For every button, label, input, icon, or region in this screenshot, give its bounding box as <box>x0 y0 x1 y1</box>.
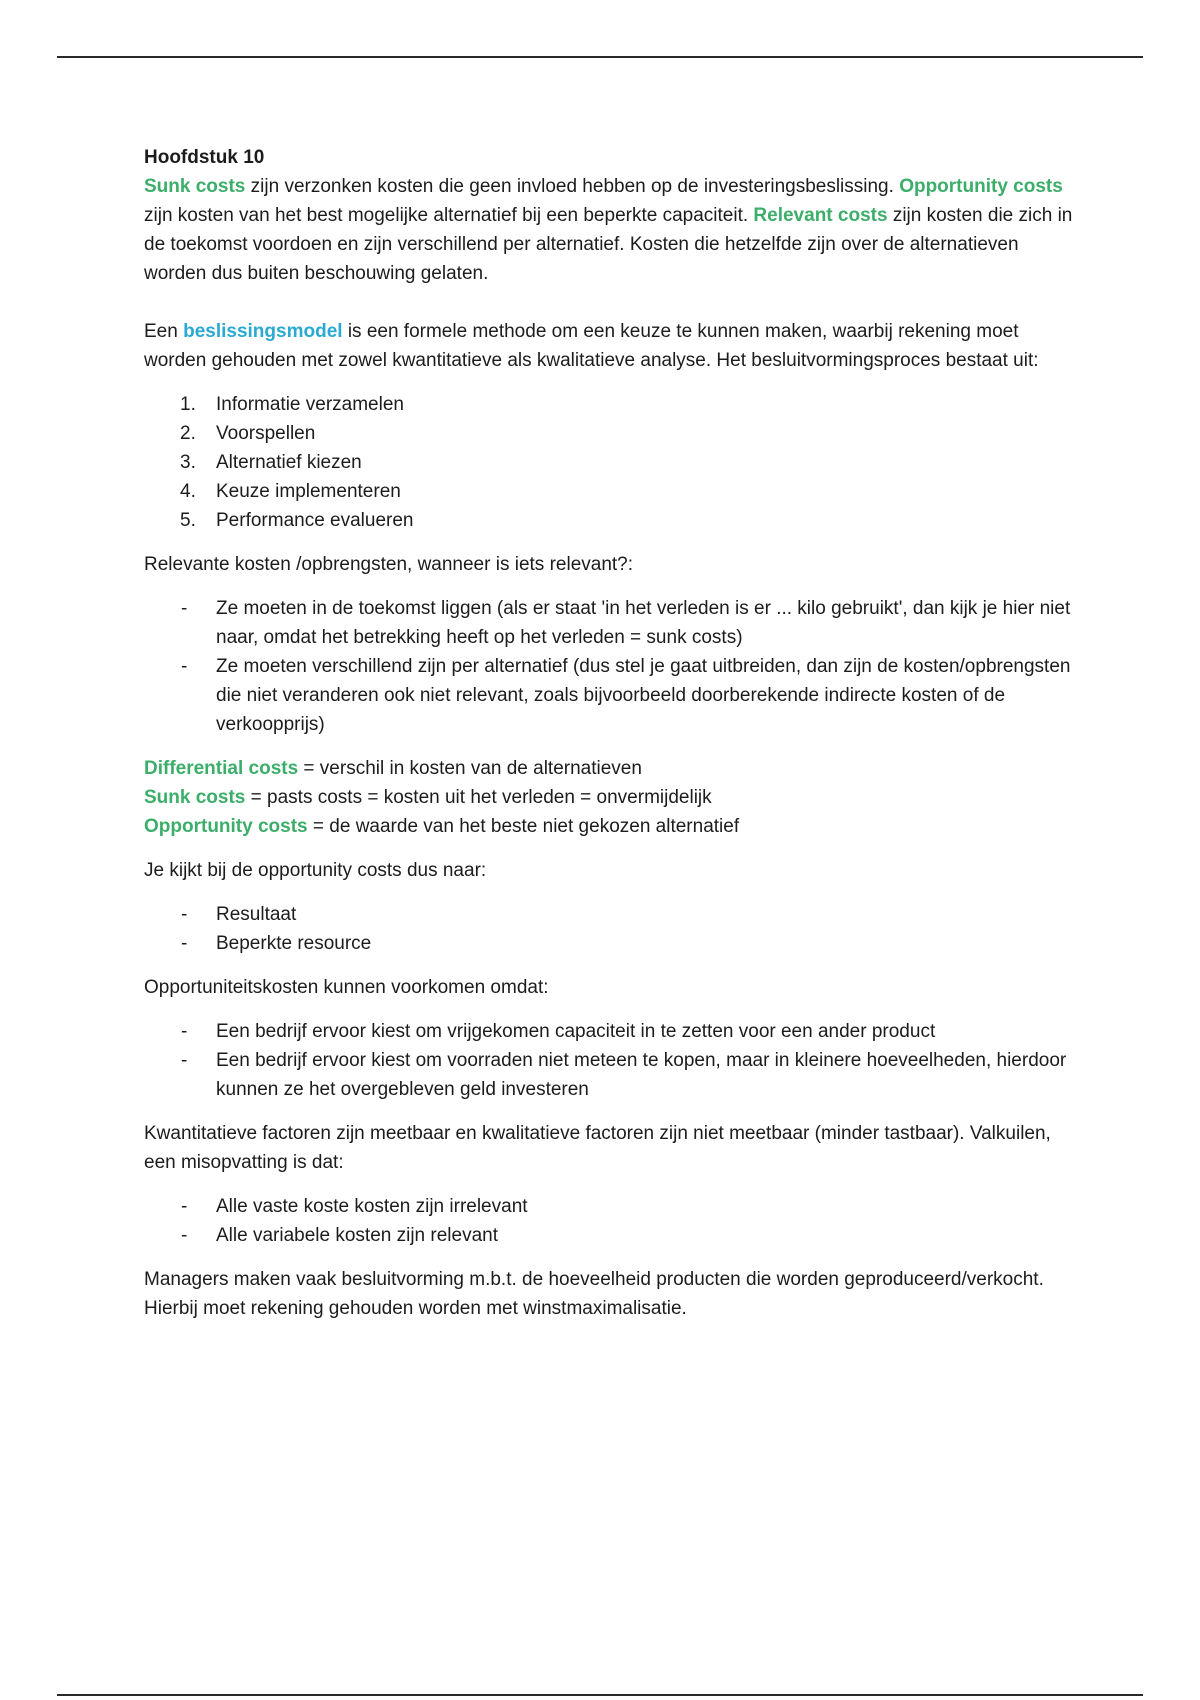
list-item <box>144 1221 1074 1250</box>
term-opportunity-costs-def: Opportunity costs <box>144 816 308 837</box>
list-number: 4. <box>180 481 196 502</box>
list-item <box>144 390 1074 419</box>
dash-bullet: - <box>181 1050 188 1071</box>
list-item <box>144 652 1074 739</box>
term-beslissingsmodel: beslissingsmodel <box>183 321 343 342</box>
definition-text: = pasts costs = kosten uit het verleden = onvermijdelijk <box>245 787 712 808</box>
list-number: 5. <box>180 510 196 531</box>
list-text: Resultaat <box>216 904 297 925</box>
list-text: Een bedrijf ervoor kiest om vrijgekomen capaciteit in te zetten voor een ander product <box>216 1021 936 1042</box>
list-number: 2. <box>180 423 196 444</box>
list-text: Alternatief kiezen <box>216 452 362 473</box>
term-differential-costs: Differential costs <box>144 758 299 779</box>
dash-bullet: - <box>181 933 188 954</box>
paragraph-cost-types <box>144 172 1074 288</box>
opportunity-list <box>144 900 1074 958</box>
list-text: Alle variabele kosten zijn relevant <box>216 1225 498 1246</box>
list-item <box>144 929 1074 958</box>
term-sunk-costs: Sunk costs <box>144 176 246 197</box>
para1-text-2: zijn kosten van het best mogelijke alternatief bij een beperkte capaciteit. <box>144 205 754 226</box>
chapter-heading: Hoofdstuk 10 <box>144 147 265 168</box>
dash-bullet: - <box>181 598 188 619</box>
dash-bullet: - <box>181 1021 188 1042</box>
decision-steps-list <box>144 390 1074 535</box>
list-number: 1. <box>180 394 196 415</box>
list-item <box>144 477 1074 506</box>
dash-bullet: - <box>181 1225 188 1246</box>
footer-rule <box>57 1694 1143 1696</box>
list-item <box>144 419 1074 448</box>
header-rule <box>57 56 1143 58</box>
opportuniteits-intro: Opportuniteitskosten kunnen voorkomen omdat: <box>144 977 549 998</box>
list-item <box>144 1017 1074 1046</box>
definition-differential <box>144 754 1074 783</box>
list-text: Informatie verzamelen <box>216 394 404 415</box>
definition-text: = de waarde van het beste niet gekozen alternatief <box>307 816 740 837</box>
para1-text-3: zijn kosten die zich in de toekomst voordoen en zijn verschillend per alternatief. Kosten die hetzelfde zijn over de alternatieven worden dus buiten beschouwing gelaten. <box>144 205 1073 284</box>
list-text: Alle vaste koste kosten zijn irrelevant <box>216 1196 528 1217</box>
term-opportunity-costs: Opportunity costs <box>899 176 1063 197</box>
list-item <box>144 448 1074 477</box>
list-text: Voorspellen <box>216 423 316 444</box>
relevant-intro: Relevante kosten /opbrengsten, wanneer is iets relevant?: <box>144 554 634 575</box>
relevant-criteria-list <box>144 594 1074 739</box>
list-number: 3. <box>180 452 196 473</box>
term-relevant-costs: Relevant costs <box>753 205 888 226</box>
dash-bullet: - <box>181 904 188 925</box>
list-item <box>144 1046 1074 1104</box>
opportunity-intro: Je kijkt bij de opportunity costs dus naar: <box>144 860 487 881</box>
list-item <box>144 594 1074 652</box>
definition-sunk <box>144 783 1074 812</box>
para2-text-1: Een <box>144 321 184 342</box>
definition-opportunity <box>144 812 1074 841</box>
paragraph-decision-model <box>144 317 1074 375</box>
list-item <box>144 900 1074 929</box>
definition-text: = verschil in kosten van de alternatieven <box>298 758 642 779</box>
list-item <box>144 506 1074 535</box>
list-text: Keuze implementeren <box>216 481 401 502</box>
opportuniteits-list <box>144 1017 1074 1104</box>
paragraph-factors: Kwantitatieve factoren zijn meetbaar en kwalitatieve factoren zijn niet meetbaar (minder tastbaar). Valkuilen, een misopvatting is dat: <box>144 1123 1051 1173</box>
para1-text-1: zijn verzonken kosten die geen invloed hebben op de investeringsbeslissing. <box>245 176 900 197</box>
valkuilen-list <box>144 1192 1074 1250</box>
list-text: Een bedrijf ervoor kiest om voorraden niet meteen te kopen, maar in kleinere hoeveelheden, hierdoor kunnen ze het overgebleven geld investeren <box>216 1050 1067 1100</box>
list-text: Performance evalueren <box>216 510 414 531</box>
document-body <box>144 143 1074 1323</box>
dash-bullet: - <box>181 656 188 677</box>
list-text: Ze moeten in de toekomst liggen (als er staat 'in het verleden is er ... kilo gebruikt', dan kijk je hier niet naar, omdat het betrekking heeft op het verleden = sunk costs) <box>216 598 1071 648</box>
para2-text-2: is een formele methode om een keuze te kunnen maken, waarbij rekening moet worden gehouden met zowel kwantitatieve als kwalitatieve analyse. Het besluitvormingsproces bestaat uit: <box>144 321 1039 371</box>
list-text: Beperkte resource <box>216 933 372 954</box>
dash-bullet: - <box>181 1196 188 1217</box>
paragraph-managers: Managers maken vaak besluitvorming m.b.t. de hoeveelheid producten die worden geproduceerd/verkocht. Hierbij moet rekening gehouden worden met winstmaximalisatie. <box>144 1269 1044 1319</box>
list-item <box>144 1192 1074 1221</box>
list-text: Ze moeten verschillend zijn per alternatief (dus stel je gaat uitbreiden, dan zijn de kosten/opbrengsten die niet veranderen ook niet relevant, zoals bijvoorbeeld doorberekende indirecte kosten of de verkoopprijs) <box>216 656 1071 735</box>
term-sunk-costs-def: Sunk costs <box>144 787 246 808</box>
